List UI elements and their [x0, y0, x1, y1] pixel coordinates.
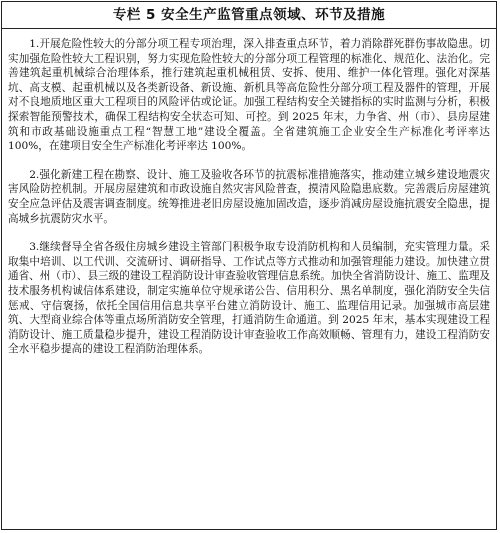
- paragraph-2: 2.强化新建工程在勘察、设计、施工及验收各环节的抗震标准措施落实，推动建立城乡建设地震灾害风险防控机制。开展房屋建筑和市政设施自然灾害风险普查，摸清风险隐患底数。完善震后房屋建筑安全应急评估及震害调查制度。统筹推进老旧房屋设施加固改造，逐步消减房屋设施抗震安全隐患，提高城乡抗震防灾水平。: [8, 168, 490, 225]
- column-box: [1, 1, 497, 530]
- paragraph-1: 1.开展危险性较大的分部分项工程专项治理，深入排查重点环节，着力消除群死群伤事故隐患。切实加强危险性较大工程识别，努力实现危险性较大的分部分项工程管理的标准化、规范化、法治化。完善建筑起重机械综合治理体系，推行建筑起重机械租赁、安拆、使用、维护一体化管理。强化对深基坑、高支模、起重机械以及各类新设备、新设施、新机具等高危险性分部分项工程及器件的管理，开展对不良地质地区重大工程项目的风险评估或论证。加强工程结构安全关键指标的实时监测与分析，积极探索智能预警技术，确保工程结构安全状态可知、可控。到 2025 年末，力争省、州（市）、县房屋建筑和市政基础设施重点工程“智慧工地”建设全覆盖。全省建筑施工企业安全生产标准化考评率达 100%，在建项目安全生产标准化考评率达 100%。: [8, 38, 490, 153]
- column-title: 专栏 5 安全生产监管重点领域、环节及措施: [2, 2, 496, 29]
- paragraph-3: 3.继续督导全省各级住房城乡建设主管部门积极争取专设消防机构和人员编制，充实管理力量。采取集中培训、以工代训、交流研讨、调研指导、工作试点等方式推动和加强管理能力建设。加快建立贯通省、州（市）、县三级的建设工程消防设计审查验收管理信息系统。加快全省消防设计、施工、监理及技术服务机构诚信体系建设，制定实施单位守规承诺公告、信用积分、黑名单制度，强化消防安全失信惩戒、守信褒扬，依托全国信用信息共享平台建立消防设计、施工、监理信用记录。加强城市高层建筑、大型商业综合体等重点场所消防安全管理，打通消防生命通道。到 2025 年末，基本实现建设工程消防设计、施工质量稳步提升，建设工程消防设计审查验收工作高效顺畅、管理有力，建设工程消防安全水平稳步提高的建设工程消防治理体系。: [8, 241, 491, 356]
- column-body: [2, 29, 496, 357]
